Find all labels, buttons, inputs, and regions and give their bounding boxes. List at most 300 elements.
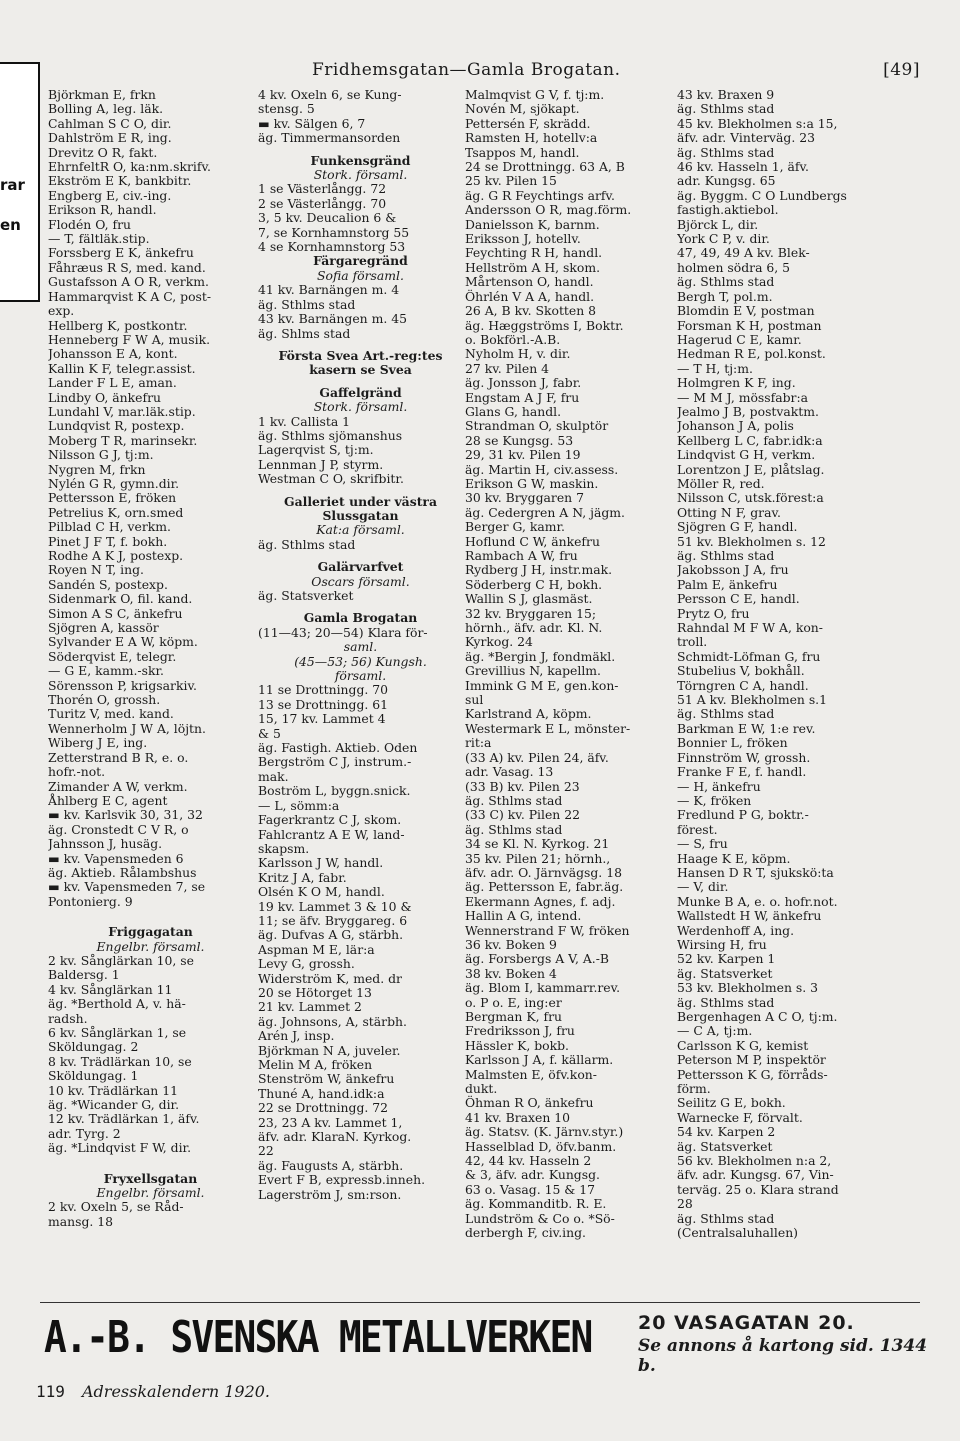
directory-entry: Ekström E K, bankbitr. bbox=[48, 173, 192, 189]
directory-entry: 2 se Västerlångg. 70 bbox=[258, 195, 387, 211]
directory-entry: Lindby O, änkefru bbox=[48, 389, 161, 405]
directory-entry: Warnecke F, förvalt. bbox=[677, 1109, 803, 1125]
directory-entry: Johansson E A, kont. bbox=[48, 346, 178, 362]
directory-entry: 56 kv. Blekholmen n:a 2, bbox=[677, 1153, 832, 1169]
directory-entry: Öhrlén V A A, handl. bbox=[465, 288, 595, 304]
overlapping-window-edge[interactable] bbox=[0, 62, 40, 302]
directory-entry: Bergström C J, instrum.- bbox=[258, 754, 412, 770]
directory-entry: 38 kv. Boken 4 bbox=[465, 965, 557, 981]
directory-entry: Werdenhoff A, ing. bbox=[677, 922, 795, 938]
directory-entry: Bonnier L, fröken bbox=[677, 735, 788, 751]
directory-entry: Sjögren A, kassör bbox=[48, 620, 159, 636]
directory-entry: Hoflund C W, änkefru bbox=[465, 533, 600, 549]
directory-entry: 28 se Kungsg. 53 bbox=[465, 432, 574, 448]
directory-entry: derbergh F, civ.ing. bbox=[465, 1225, 586, 1241]
directory-entry: adr. Kungsg. 65 bbox=[677, 173, 776, 189]
directory-entry: äg. Sthlms stad bbox=[677, 274, 775, 290]
directory-entry: 41 kv. Braxen 10 bbox=[465, 1109, 571, 1125]
directory-entry: Hansen D R T, sjukskö:ta bbox=[677, 864, 834, 880]
parish-label: Stork. församl. bbox=[313, 167, 408, 183]
street-heading: Funkensgränd bbox=[310, 152, 411, 168]
directory-entry: Palm E, änkefru bbox=[677, 576, 778, 592]
directory-entry: äg. Sthlms stad bbox=[677, 548, 775, 563]
directory-entry: mak. bbox=[258, 768, 289, 784]
directory-entry: Jealmo J B, postvaktm. bbox=[677, 403, 819, 419]
directory-entry: Bergman K, fru bbox=[465, 1009, 562, 1024]
directory-entry: 42, 44 kv. Hasseln 2 bbox=[465, 1153, 592, 1169]
directory-entry: Jahnsson J, husäg. bbox=[48, 836, 163, 852]
directory-entry: Feychting R H, handl. bbox=[465, 245, 603, 261]
directory-entry: Lundström & Co o. *Sö- bbox=[465, 1210, 615, 1226]
directory-entry: Petrelius K, orn.smed bbox=[48, 504, 184, 520]
directory-entry: 23, 23 A kv. Lammet 1, bbox=[258, 1114, 403, 1130]
directory-entry: Nyholm H, v. dir. bbox=[465, 346, 571, 362]
directory-entry: äg. *Lindqvist F W, dir. bbox=[48, 1140, 192, 1156]
directory-entry: 10 kv. Trädlärkan 11 bbox=[48, 1082, 178, 1098]
directory-entry: Gustafsson A O R, verkm. bbox=[48, 274, 209, 290]
directory-entry: Zimander A W, verkm. bbox=[48, 778, 188, 794]
directory-entry: äfv. adr. Vinterväg. 23 bbox=[677, 130, 816, 146]
directory-entry: Arén J, insp. bbox=[258, 1028, 335, 1044]
directory-entry: Schmidt-Löfman G, fru bbox=[677, 648, 821, 664]
directory-entry: 2 kv. Sånglärkan 10, se bbox=[48, 952, 194, 968]
directory-entry: äg. Blom I, kammarr.rev. bbox=[465, 980, 621, 996]
directory-entry: äg. Hæggströms I, Boktr. bbox=[465, 317, 624, 333]
directory-entry: Finnström W, grossh. bbox=[677, 749, 811, 765]
directory-entry: Forssberg E K, änkefru bbox=[48, 245, 194, 261]
directory-entry: 12 kv. Trädlärkan 1, äfv. bbox=[48, 1111, 200, 1127]
directory-entry: 11 se Drottningg. 70 bbox=[258, 682, 389, 698]
footer-calendar-title: Adresskalendern 1920. bbox=[82, 1382, 271, 1401]
directory-entry: Hagerud C E, kamr. bbox=[677, 331, 802, 347]
directory-entry: Rodhe A K J, postexp. bbox=[48, 548, 184, 563]
directory-entry: Hellström A H, skom. bbox=[465, 259, 601, 275]
directory-entry: 51 kv. Blekholmen s. 12 bbox=[677, 533, 826, 549]
directory-column-3 bbox=[465, 88, 675, 1241]
directory-entry: Persson C E, handl. bbox=[677, 591, 800, 607]
directory-entry: äg. Johnsons, A, stärbh. bbox=[258, 1013, 407, 1029]
directory-entry: Lander F L E, aman. bbox=[48, 375, 177, 391]
directory-entry: Stubelius V, bokhåll. bbox=[677, 663, 805, 679]
directory-entry: EhrnfeltR O, ka:nm.skrifv. bbox=[48, 159, 211, 175]
directory-entry: 36 kv. Boken 9 bbox=[465, 936, 557, 952]
directory-entry: 26 A, B kv. Skotten 8 bbox=[465, 303, 597, 319]
directory-entry: Nilsson G J, tj:m. bbox=[48, 447, 154, 463]
directory-entry: äfv. adr. O. Järnvägsg. 18 bbox=[465, 864, 622, 880]
directory-entry: Prytz O, fru bbox=[677, 605, 750, 621]
street-heading: Gaffelgränd bbox=[319, 384, 402, 400]
directory-entry: 51 A kv. Blekholmen s.1 bbox=[677, 692, 827, 708]
directory-entry: Kritz J A, fabr. bbox=[258, 869, 347, 885]
advertisement bbox=[44, 1310, 934, 1376]
directory-entry: Fredlund P G, boktr.- bbox=[677, 807, 809, 823]
directory-entry: York C P, v. dir. bbox=[677, 231, 770, 247]
directory-entry: Zetterstrand B R, e. o. bbox=[48, 749, 189, 765]
directory-entry: (Centralsaluhallen) bbox=[677, 1225, 799, 1241]
directory-entry: ▬ kv. Vapensmeden 6 bbox=[48, 850, 184, 866]
directory-entry: ▬ kv. Vapensmeden 7, se bbox=[48, 879, 206, 895]
directory-entry: Boström L, byggn.snick. bbox=[258, 783, 411, 799]
directory-entry: exp. bbox=[48, 303, 75, 319]
spacer bbox=[48, 909, 253, 917]
directory-entry: 52 kv. Karpen 1 bbox=[677, 951, 776, 967]
directory-entry: Sidenmark O, fil. kand. bbox=[48, 591, 193, 607]
directory-column-1 bbox=[48, 88, 253, 1229]
directory-entry: 7, se Kornhamnstorg 55 bbox=[258, 224, 410, 240]
directory-entry: sul bbox=[465, 692, 484, 708]
street-heading: kasern se Svea bbox=[309, 362, 412, 378]
directory-entry: 24 se Drottningg. 63 A, B bbox=[465, 159, 625, 175]
directory-entry: äg. Cedergren A N, jägm. bbox=[465, 504, 625, 520]
parish-label: församl. bbox=[334, 668, 387, 684]
street-heading: Galleriet under västra bbox=[284, 493, 437, 509]
directory-entry: äfv. adr. KlaraN. Kyrkog. bbox=[258, 1129, 412, 1145]
directory-entry: Lundahl V, mar.läk.stip. bbox=[48, 403, 196, 419]
directory-entry: 29, 31 kv. Pilen 19 bbox=[465, 447, 581, 463]
page-header bbox=[48, 60, 920, 84]
directory-entry: 15, 17 kv. Lammet 4 bbox=[258, 711, 386, 727]
directory-entry: Wirsing H, fru bbox=[677, 936, 767, 952]
directory-entry: Kallin K F, telegr.assist. bbox=[48, 360, 196, 376]
directory-entry: hörnh., äfv. adr. Kl. N. bbox=[465, 620, 603, 636]
directory-entry: Lagerström J, sm:rson. bbox=[258, 1186, 402, 1202]
directory-entry: Öhman R O, änkefru bbox=[465, 1095, 594, 1111]
directory-entry: Carlsson K G, kemist bbox=[677, 1037, 809, 1053]
directory-entry: Hallin A G, intend. bbox=[465, 908, 582, 924]
directory-entry: — T H, tj:m. bbox=[677, 360, 753, 376]
parish-label: Sofia församl. bbox=[317, 267, 404, 283]
directory-entry: Flodén O, fru bbox=[48, 216, 132, 232]
parish-label: saml. bbox=[343, 639, 378, 655]
directory-entry: 63 o. Vasag. 15 & 17 bbox=[465, 1181, 596, 1197]
directory-entry: Ekermann Agnes, f. adj. bbox=[465, 893, 616, 909]
directory-entry: Karlsson J A, f. källarm. bbox=[465, 1052, 614, 1068]
directory-entry: Söderberg C H, bokh. bbox=[465, 576, 603, 592]
directory-entry: Lagerqvist S, tj:m. bbox=[258, 442, 374, 458]
directory-entry: Grevillius N, kapellm. bbox=[465, 663, 601, 679]
directory-entry: Björck L, dir. bbox=[677, 216, 759, 232]
directory-entry: 41 kv. Barnängen m. 4 bbox=[258, 282, 400, 298]
directory-entry: äg. Sthlms stad bbox=[677, 706, 775, 722]
directory-entry: Baldersg. 1 bbox=[48, 967, 120, 983]
directory-entry: Berger G, kamr. bbox=[465, 519, 565, 535]
directory-entry: Mårtenson O, handl. bbox=[465, 274, 594, 290]
directory-entry: Forsman K H, postman bbox=[677, 317, 822, 333]
directory-entry: Aspman M E, lär:a bbox=[258, 941, 375, 957]
directory-entry: äg. Dufvas A G, stärbh. bbox=[258, 927, 404, 943]
directory-entry: Melin M A, fröken bbox=[258, 1057, 373, 1072]
directory-entry: Henneberg F W A, musik. bbox=[48, 331, 211, 347]
directory-entry: 54 kv. Karpen 2 bbox=[677, 1124, 776, 1140]
directory-entry: adr. Vasag. 13 bbox=[465, 764, 554, 780]
directory-entry: Seilitz G E, bokh. bbox=[677, 1095, 786, 1111]
directory-entry: Sylvander E A W, köpm. bbox=[48, 634, 198, 650]
directory-entry: Möller R, red. bbox=[677, 475, 765, 491]
directory-entry: Wallstedt H W, änkefru bbox=[677, 908, 822, 924]
directory-entry: 32 kv. Bryggaren 15; bbox=[465, 605, 597, 621]
directory-entry: äg. Sthlms stad bbox=[258, 296, 356, 312]
directory-entry: 11; se äfv. Bryggareg. 6 bbox=[258, 912, 408, 928]
directory-entry: — H, änkefru bbox=[677, 778, 761, 794]
directory-entry: 19 kv. Lammet 3 & 10 & bbox=[258, 898, 412, 914]
directory-entry: 2 kv. Oxeln 5, se Råd- bbox=[48, 1199, 184, 1215]
directory-entry: Bergh T, pol.m. bbox=[677, 288, 773, 304]
directory-entry: Hässler K, bokb. bbox=[465, 1037, 569, 1053]
directory-entry: Thorén O, grossh. bbox=[48, 692, 161, 708]
directory-entry: Rydberg J H, instr.mak. bbox=[465, 562, 613, 578]
directory-entry: Widerström K, med. dr bbox=[258, 970, 402, 986]
directory-entry: Kellberg L C, fabr.idk:a bbox=[677, 432, 823, 448]
directory-entry: skapsm. bbox=[258, 840, 310, 856]
page-footer bbox=[36, 1382, 270, 1401]
street-heading: Första Svea Art.-reg:tes bbox=[278, 347, 443, 363]
directory-entry: stensg. 5 bbox=[258, 101, 315, 117]
street-heading: Gamla Brogatan bbox=[303, 610, 418, 626]
advert-address: 20 VASAGATAN 20. bbox=[638, 1312, 855, 1334]
directory-entry: 1 se Västerlångg. 72 bbox=[258, 181, 387, 197]
directory-entry: äg. Sthlms stad bbox=[677, 144, 775, 160]
directory-entry: Åhlberg E C, agent bbox=[48, 792, 168, 808]
directory-entry: Munke B A, e. o. hofr.not. bbox=[677, 893, 838, 909]
directory-entry: Tsappos M, handl. bbox=[465, 144, 580, 160]
directory-entry: Erikson R, handl. bbox=[48, 202, 157, 218]
directory-entry: Fredriksson J, fru bbox=[465, 1023, 575, 1039]
directory-entry: — V, dir. bbox=[677, 879, 729, 895]
directory-entry: äg. *Bergin J, fondmäkl. bbox=[465, 648, 616, 664]
directory-entry: 4 kv. Sånglärkan 11 bbox=[48, 981, 173, 997]
directory-entry: Hammarqvist K A C, post- bbox=[48, 288, 212, 304]
directory-entry: Eriksson J, hotellv. bbox=[465, 231, 581, 247]
directory-entry: 22 bbox=[258, 1143, 274, 1159]
directory-entry: Hedman R E, pol.konst. bbox=[677, 346, 826, 362]
directory-column-4 bbox=[677, 88, 935, 1241]
directory-entry: rit:a bbox=[465, 735, 492, 751]
directory-entry: Engberg E, civ.-ing. bbox=[48, 187, 172, 203]
directory-entry: Danielsson K, barnm. bbox=[465, 216, 600, 232]
directory-entry: äg. G R Feychtings arfv. bbox=[465, 187, 615, 203]
directory-entry: äg. Faugusts A, stärbh. bbox=[258, 1157, 404, 1173]
directory-entry: 46 kv. Hasseln 1, äfv. bbox=[677, 159, 809, 175]
directory-entry: Rahndal M F W A, kon- bbox=[677, 620, 823, 636]
directory-entry: 30 kv. Bryggaren 7 bbox=[465, 490, 584, 506]
advert-divider bbox=[40, 1302, 920, 1303]
directory-entry: — G E, kamm.-skr. bbox=[48, 663, 164, 679]
spacer bbox=[48, 1156, 253, 1164]
directory-entry: Söderqvist E, telegr. bbox=[48, 648, 177, 664]
street-heading: Fryxellsgatan bbox=[103, 1170, 198, 1186]
directory-entry: Ramsten H, hotellv:a bbox=[465, 130, 598, 146]
street-heading: Galärvarfvet bbox=[317, 559, 404, 575]
directory-entry: äg. Statsverket bbox=[258, 588, 354, 603]
directory-entry: äg. Sthlms stad bbox=[465, 792, 563, 808]
directory-entry: äg. Shlms stad bbox=[258, 325, 351, 341]
window-edge-text-1: rar bbox=[0, 176, 25, 194]
page-number-header: [49] bbox=[883, 60, 920, 80]
directory-entry: (33 B) kv. Pilen 23 bbox=[465, 778, 580, 794]
directory-entry: Johanson J A, polis bbox=[677, 418, 794, 434]
directory-entry: Moberg T R, marinsekr. bbox=[48, 432, 198, 448]
window-edge-text-2: en bbox=[0, 216, 21, 234]
directory-entry: Holmgren K F, ing. bbox=[677, 375, 796, 391]
directory-entry: Drevitz O R, fakt. bbox=[48, 144, 158, 160]
directory-entry: Pettersson K G, förråds- bbox=[677, 1066, 828, 1082]
directory-column-2 bbox=[258, 88, 463, 1202]
directory-entry: äg. Sthlms stad bbox=[258, 536, 356, 552]
directory-entry: 3, 5 kv. Deucalion 6 & bbox=[258, 210, 397, 226]
directory-entry: Pettersén F, skrädd. bbox=[465, 115, 591, 131]
directory-entry: Wiberg J E, ing. bbox=[48, 735, 148, 751]
directory-entry: Kyrkog. 24 bbox=[465, 634, 533, 650]
directory-entry: dukt. bbox=[465, 1081, 498, 1097]
directory-entry: Wallin S J, glasmäst. bbox=[465, 591, 593, 607]
directory-entry: Erikson G W, maskin. bbox=[465, 475, 599, 491]
street-heading: Slussgatan bbox=[322, 507, 399, 523]
directory-entry: 20 se Hötorget 13 bbox=[258, 984, 372, 1000]
directory-entry: Immink G M E, gen.kon- bbox=[465, 677, 619, 693]
directory-entry: Lundqvist R, postexp. bbox=[48, 418, 185, 434]
directory-entry: — K, fröken bbox=[677, 792, 752, 808]
directory-entry: äfv. adr. Kungsg. 67, Vin- bbox=[677, 1167, 834, 1183]
directory-entry: (11—43; 20—54) Klara för- bbox=[258, 624, 428, 640]
directory-entry: Nygren M, frkn bbox=[48, 461, 146, 477]
directory-entry: mansg. 18 bbox=[48, 1213, 114, 1229]
directory-entry: äg. Kommanditb. R. E. bbox=[465, 1196, 607, 1212]
directory-entry: 4 kv. Oxeln 6, se Kung- bbox=[258, 88, 402, 102]
directory-entry: ▬ kv. Karlsvik 30, 31, 32 bbox=[48, 807, 203, 823]
directory-entry: ▬ kv. Sälgen 6, 7 bbox=[258, 115, 366, 131]
directory-entry: äg. Fastigh. Aktieb. Oden bbox=[258, 740, 418, 756]
directory-entry: 47, 49, 49 A kv. Blek- bbox=[677, 245, 810, 261]
directory-entry: Pinet J F T, f. bokh. bbox=[48, 533, 168, 549]
directory-entry: Westman C O, skrifbitr. bbox=[258, 471, 404, 487]
parish-label: Kat:a församl. bbox=[316, 522, 405, 538]
directory-entry: Haage K E, köpm. bbox=[677, 850, 791, 866]
directory-entry: 13 se Drottningg. 61 bbox=[258, 696, 389, 712]
directory-entry: — S, fru bbox=[677, 836, 728, 852]
directory-entry: Westermark E L, mönster- bbox=[465, 720, 631, 736]
directory-entry: hofr.-not. bbox=[48, 764, 106, 780]
directory-entry: — M M J, mössfabr:a bbox=[677, 389, 809, 405]
directory-entry: Malmsten E, öfv.kon- bbox=[465, 1066, 597, 1082]
directory-entry: Novén M, sjökapt. bbox=[465, 101, 580, 117]
page-title: Fridhemsgatan—Gamla Brogatan. bbox=[312, 60, 621, 80]
directory-entry: troll. bbox=[677, 634, 708, 650]
directory-entry: 21 kv. Lammet 2 bbox=[258, 999, 362, 1015]
directory-entry: (33 C) kv. Pilen 22 bbox=[465, 807, 580, 823]
directory-entry: & 5 bbox=[258, 725, 281, 741]
directory-entry: Andersson O R, mag.förm. bbox=[465, 202, 632, 218]
footer-page-number: 119 bbox=[36, 1382, 65, 1401]
directory-entry: äg. Sthlms stad bbox=[677, 1210, 775, 1226]
directory-entry: Sjögren G F, handl. bbox=[677, 519, 798, 535]
directory-entry: Pilblad C H, verkm. bbox=[48, 519, 171, 535]
parish-label: Stork. församl. bbox=[313, 399, 408, 415]
directory-entry: Fagerkrantz C J, skom. bbox=[258, 812, 402, 828]
directory-entry: äg. Cronstedt C V R, o bbox=[48, 821, 189, 837]
directory-entry: 8 kv. Trädlärkan 10, se bbox=[48, 1053, 192, 1069]
directory-entry: Otting N F, grav. bbox=[677, 504, 781, 520]
directory-entry: äg. Timmermansorden bbox=[258, 130, 401, 146]
directory-entry: äg. Sthlms stad bbox=[677, 101, 775, 117]
directory-entry: 27 kv. Pilen 4 bbox=[465, 360, 550, 376]
directory-entry: Evert F B, expressb.inneh. bbox=[258, 1172, 426, 1188]
directory-entry: Peterson M P, inspektör bbox=[677, 1052, 826, 1068]
directory-entry: — C A, tj:m. bbox=[677, 1023, 753, 1039]
directory-entry: Malmqvist G V, f. tj:m. bbox=[465, 88, 605, 102]
directory-entry: Turitz V, med. kand. bbox=[48, 706, 174, 722]
directory-entry: förest. bbox=[677, 821, 718, 837]
directory-entry: äg. Sthlms sjömanshus bbox=[258, 427, 403, 443]
directory-entry: Sköldungag. 1 bbox=[48, 1068, 139, 1084]
directory-entry: Engstam A J F, fru bbox=[465, 389, 580, 405]
directory-entry: 53 kv. Blekholmen s. 3 bbox=[677, 980, 819, 996]
directory-entry: Olsén K O M, handl. bbox=[258, 884, 385, 900]
directory-entry: 43 kv. Braxen 9 bbox=[677, 88, 775, 102]
directory-entry: Lennman J P, styrm. bbox=[258, 456, 384, 472]
directory-entry: Cahlman S C O, dir. bbox=[48, 115, 172, 131]
directory-entry: Franke F E, f. handl. bbox=[677, 764, 807, 780]
advert-brand: A.-B. SVENSKA METALLVERKEN bbox=[44, 1312, 592, 1363]
directory-entry: Royen N T, ing. bbox=[48, 562, 144, 578]
directory-entry: Dahlström E R, ing. bbox=[48, 130, 172, 146]
directory-entry: 28 bbox=[677, 1196, 693, 1212]
directory-entry: Björkman N A, juveler. bbox=[258, 1042, 401, 1058]
directory-entry: Levy G, grossh. bbox=[258, 956, 355, 972]
advert-reference: Se annons å kartong sid. 1344 b. bbox=[638, 1336, 928, 1376]
directory-entry: Glans G, handl. bbox=[465, 403, 562, 419]
directory-entry: Bergenhagen A C O, tj:m. bbox=[677, 1009, 838, 1024]
directory-entry: äg. *Berthold A, v. hä- bbox=[48, 996, 186, 1012]
directory-entry: äg. Martin H, civ.assess. bbox=[465, 461, 619, 477]
directory-entry: 1 kv. Callista 1 bbox=[258, 413, 351, 429]
directory-entry: Hellberg K, postkontr. bbox=[48, 317, 188, 333]
directory-entry: o. P o. E, ing:er bbox=[465, 994, 562, 1010]
directory-entry: Karlsson J W, handl. bbox=[258, 855, 384, 871]
parish-label: Oscars församl. bbox=[311, 573, 410, 589]
directory-entry: fastigh.aktiebol. bbox=[677, 202, 779, 218]
directory-entry: 45 kv. Blekholmen s:a 15, bbox=[677, 115, 838, 131]
directory-entry: adr. Tyrg. 2 bbox=[48, 1125, 121, 1141]
directory-entry: Pontonierg. 9 bbox=[48, 893, 133, 909]
directory-entry: äg. Forsbergs A V, A.-B bbox=[465, 951, 609, 967]
directory-entry: Nylén G R, gymn.dir. bbox=[48, 475, 180, 491]
directory-entry: Bolling A, leg. läk. bbox=[48, 101, 164, 117]
directory-entry: Pettersson E, fröken bbox=[48, 490, 177, 506]
directory-entry: 6 kv. Sånglärkan 1, se bbox=[48, 1025, 187, 1040]
directory-entry: Nilsson C, utsk.förest:a bbox=[677, 490, 824, 506]
directory-entry: Hasselblad D, öfv.banm. bbox=[465, 1138, 617, 1154]
directory-entry: Björkman E, frkn bbox=[48, 88, 156, 102]
directory-entry: Simon A S C, änkefru bbox=[48, 605, 183, 621]
directory-entry: Sköldungag. 2 bbox=[48, 1039, 139, 1055]
directory-entry: äg. Byggm. C O Lundbergs bbox=[677, 187, 847, 203]
directory-entry: förm. bbox=[677, 1081, 711, 1097]
directory-entry: Rambach A W, fru bbox=[465, 548, 578, 563]
directory-entry: äg. Statsverket bbox=[677, 1138, 773, 1154]
directory-entry: Stenström W, änkefru bbox=[258, 1071, 395, 1087]
directory-entry: & 3, äfv. adr. Kungsg. bbox=[465, 1167, 600, 1183]
directory-entry: Fahlcrantz A E W, land- bbox=[258, 826, 405, 842]
directory-entry: Blomdin E V, postman bbox=[677, 303, 815, 319]
directory-entry: Lindqvist G H, verkm. bbox=[677, 447, 816, 463]
directory-entry: äg. Jonsson J, fabr. bbox=[465, 375, 582, 391]
directory-entry: Jakobsson J A, fru bbox=[677, 562, 789, 578]
directory-entry: 4 se Kornhamnstorg 53 bbox=[258, 239, 406, 255]
parish-label: (45—53; 56) Kungsh. bbox=[294, 653, 427, 669]
directory-entry: radsh. bbox=[48, 1010, 88, 1026]
directory-entry: 43 kv. Barnängen m. 45 bbox=[258, 311, 407, 327]
directory-entry: äg. Sthlms stad bbox=[465, 821, 563, 837]
